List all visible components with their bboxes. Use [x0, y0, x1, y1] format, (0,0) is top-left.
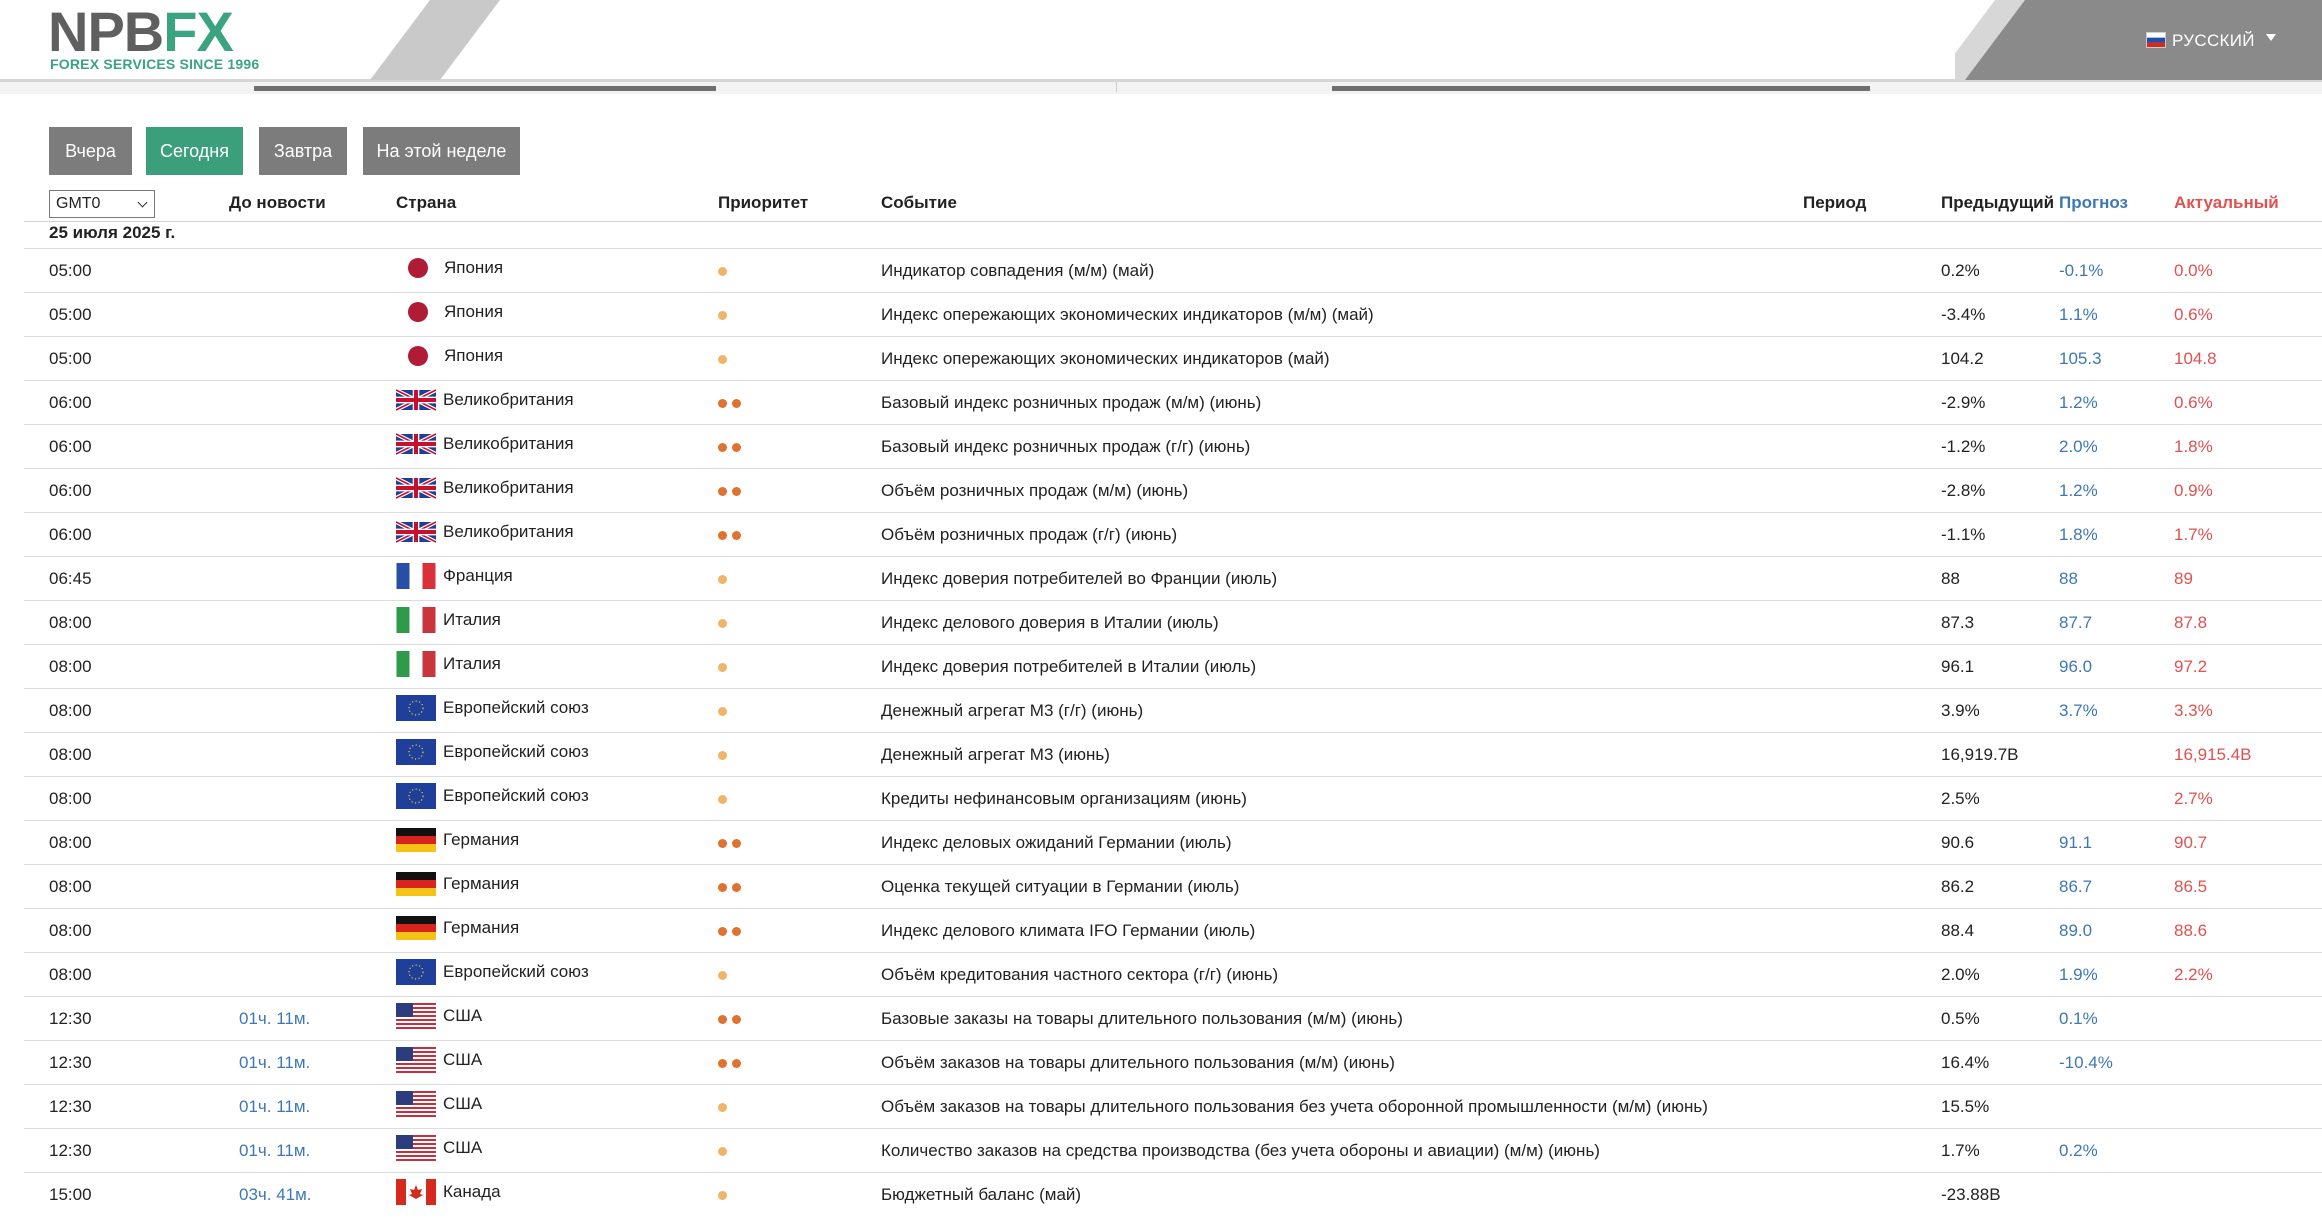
- priority-indicator: [718, 909, 746, 953]
- priority-dot-icon: [718, 311, 727, 320]
- previous-value: -1.1%: [1941, 525, 1986, 544]
- previous-value: 15.5%: [1941, 1097, 1990, 1116]
- country-cell: [396, 865, 519, 909]
- priority-indicator: [718, 601, 732, 645]
- country-cell: [396, 733, 589, 777]
- priority-dot-icon: [718, 971, 727, 980]
- event-name[interactable]: Базовые заказы на товары длительного пользования (м/м) (июнь): [881, 1009, 1403, 1028]
- priority-indicator: [718, 777, 732, 821]
- logo-main-text: NPB: [48, 0, 164, 63]
- country-cell: [396, 381, 574, 425]
- table-row[interactable]: [24, 512, 2322, 556]
- event-name[interactable]: Объём розничных продаж (г/г) (июнь): [881, 525, 1178, 544]
- chevron-down-icon: [138, 198, 148, 208]
- priority-dot-icon: [732, 399, 741, 408]
- country-name: Европейский союз: [443, 786, 589, 805]
- uk-flag-icon: [396, 519, 436, 545]
- event-name[interactable]: Базовый индекс розничных продаж (г/г) (июнь): [881, 437, 1251, 456]
- country-name: Великобритания: [443, 434, 574, 453]
- country-cell: [396, 425, 574, 469]
- event-name[interactable]: Денежный агрегат М3 (г/г) (июнь): [881, 701, 1144, 720]
- priority-dot-icon: [718, 1059, 727, 1068]
- country-name: Япония: [444, 302, 504, 321]
- priority-dot-icon: [732, 443, 741, 452]
- table-row[interactable]: [24, 1084, 2322, 1128]
- country-name: США: [443, 1094, 483, 1113]
- event-time: 15:00: [49, 1185, 92, 1204]
- forecast-value: 1.8%: [2059, 525, 2098, 544]
- forecast-value: 86.7: [2059, 877, 2093, 896]
- country-name: США: [443, 1050, 483, 1069]
- subnav-tab-indicator: [254, 86, 716, 91]
- priority-indicator: [718, 337, 732, 381]
- period-yesterday-button[interactable]: Вчера: [49, 127, 132, 175]
- table-row[interactable]: [24, 996, 2322, 1040]
- country-cell: [396, 821, 519, 865]
- time-until-event: 01ч. 11м.: [239, 1097, 311, 1116]
- japan-flag-icon: [408, 258, 428, 278]
- event-name[interactable]: Объём заказов на товары длительного пользования (м/м) (июнь): [881, 1053, 1395, 1072]
- event-name[interactable]: Индекс доверия потребителей в Италии (июль): [881, 657, 1257, 676]
- priority-dot-icon: [732, 1059, 741, 1068]
- actual-value: 89: [2174, 569, 2193, 588]
- event-name[interactable]: Индекс опережающих экономических индикаторов (май): [881, 349, 1330, 368]
- eu-flag-icon: [396, 783, 436, 809]
- forecast-value: 2.0%: [2059, 437, 2098, 456]
- priority-dot-icon: [718, 663, 727, 672]
- france-flag-icon: [396, 563, 436, 589]
- germany-flag-icon: [396, 871, 436, 897]
- previous-value: 90.6: [1941, 833, 1975, 852]
- forecast-value: 1.2%: [2059, 393, 2098, 412]
- column-header-period: Период: [1803, 193, 1867, 212]
- priority-dot-icon: [718, 795, 727, 804]
- actual-value: 2.7%: [2174, 789, 2213, 808]
- country-cell: [396, 953, 589, 997]
- previous-value: 87.3: [1941, 613, 1975, 632]
- priority-indicator: [718, 997, 746, 1041]
- priority-indicator: [718, 425, 746, 469]
- event-name[interactable]: Объём кредитования частного сектора (г/г) (июнь): [881, 965, 1279, 984]
- forecast-value: -10.4%: [2059, 1053, 2113, 1072]
- priority-indicator: [718, 1041, 746, 1085]
- priority-indicator: [718, 557, 732, 601]
- table-row[interactable]: [24, 732, 2322, 776]
- event-time: 06:45: [49, 569, 92, 588]
- actual-value: 3.3%: [2174, 701, 2213, 720]
- forecast-value: -0.1%: [2059, 261, 2104, 280]
- country-name: Германия: [443, 918, 520, 937]
- event-name[interactable]: Оценка текущей ситуации в Германии (июль): [881, 877, 1240, 896]
- previous-value: 96.1: [1941, 657, 1975, 676]
- usa-flag-icon: [396, 1135, 436, 1161]
- priority-indicator: [718, 645, 732, 689]
- table-row[interactable]: [24, 688, 2322, 732]
- event-time: 06:00: [49, 393, 92, 412]
- event-name[interactable]: Базовый индекс розничных продаж (м/м) (июнь): [881, 393, 1262, 412]
- country-name: Великобритания: [443, 390, 574, 409]
- priority-dot-icon: [718, 443, 727, 452]
- priority-indicator: [718, 1085, 732, 1129]
- event-time: 05:00: [49, 305, 92, 324]
- previous-value: -2.9%: [1941, 393, 1986, 412]
- country-name: Европейский союз: [443, 962, 589, 981]
- priority-dot-icon: [732, 927, 741, 936]
- event-time: 08:00: [49, 701, 92, 720]
- table-row[interactable]: [24, 468, 2322, 512]
- eu-flag-icon: [396, 959, 436, 985]
- event-time: 08:00: [49, 965, 92, 984]
- priority-dot-icon: [732, 883, 741, 892]
- table-row[interactable]: [24, 644, 2322, 688]
- country-cell: [396, 469, 574, 513]
- table-row[interactable]: [24, 1040, 2322, 1084]
- priority-indicator: [718, 469, 746, 513]
- forecast-value: 88: [2059, 569, 2078, 588]
- subnav-divider: [1116, 82, 1117, 92]
- event-time: 12:30: [49, 1053, 92, 1072]
- priority-dot-icon: [718, 1015, 727, 1024]
- japan-flag-icon: [408, 302, 428, 322]
- previous-value: -2.8%: [1941, 481, 1986, 500]
- event-time: 08:00: [49, 921, 92, 940]
- table-row[interactable]: [24, 336, 2322, 380]
- forecast-value: 1.2%: [2059, 481, 2098, 500]
- priority-indicator: [718, 733, 732, 777]
- germany-flag-icon: [396, 915, 436, 941]
- eu-flag-icon: [396, 695, 436, 721]
- header-divider: [24, 221, 2322, 222]
- previous-value: 2.5%: [1941, 789, 1980, 808]
- priority-dot-icon: [718, 1191, 727, 1200]
- priority-dot-icon: [718, 355, 727, 364]
- country-cell: [396, 557, 513, 601]
- country-cell: [396, 337, 503, 381]
- table-row[interactable]: [24, 600, 2322, 644]
- date-group-label: 25 июля 2025 г.: [49, 223, 176, 242]
- country-name: Италия: [443, 610, 501, 629]
- country-cell: [396, 513, 574, 557]
- event-name[interactable]: Денежный агрегат М3 (июнь): [881, 745, 1110, 764]
- priority-dot-icon: [732, 487, 741, 496]
- event-time: 08:00: [49, 877, 92, 896]
- event-time: 08:00: [49, 833, 92, 852]
- event-name[interactable]: Кредиты нефинансовым организациям (июнь): [881, 789, 1247, 808]
- table-row[interactable]: [24, 248, 2322, 292]
- forecast-value: 0.2%: [2059, 1141, 2098, 1160]
- country-cell: [396, 1085, 482, 1129]
- priority-dot-icon: [718, 399, 727, 408]
- actual-value: 2.2%: [2174, 965, 2213, 984]
- country-cell: [396, 777, 589, 821]
- event-time: 08:00: [49, 657, 92, 676]
- event-name[interactable]: Индикатор совпадения (м/м) (май): [881, 261, 1155, 280]
- actual-value: 1.8%: [2174, 437, 2213, 456]
- chevron-down-icon[interactable]: [2266, 34, 2276, 41]
- column-header-event: Событие: [881, 193, 957, 212]
- table-row[interactable]: [24, 292, 2322, 336]
- previous-value: 88.4: [1941, 921, 1975, 940]
- uk-flag-icon: [396, 431, 436, 457]
- event-time: 06:00: [49, 481, 92, 500]
- uk-flag-icon: [396, 475, 436, 501]
- column-header-previous: Предыдущий: [1941, 193, 2055, 212]
- event-name[interactable]: Бюджетный баланс (май): [881, 1185, 1082, 1204]
- actual-value: 0.6%: [2174, 305, 2213, 324]
- event-time: 12:30: [49, 1097, 92, 1116]
- country-name: Германия: [443, 874, 520, 893]
- event-name[interactable]: Индекс делового доверия в Италии (июль): [881, 613, 1219, 632]
- column-header-priority: Приоритет: [718, 193, 809, 212]
- actual-value: 0.0%: [2174, 261, 2213, 280]
- forecast-value: 1.9%: [2059, 965, 2098, 984]
- event-name[interactable]: Индекс опережающих экономических индикаторов (м/м) (май): [881, 305, 1374, 324]
- time-until-event: 03ч. 41м.: [239, 1185, 312, 1204]
- table-row[interactable]: [24, 952, 2322, 996]
- previous-value: -1.2%: [1941, 437, 1986, 456]
- timezone-select[interactable]: [49, 190, 155, 218]
- previous-value: 0.5%: [1941, 1009, 1980, 1028]
- priority-dot-icon: [718, 267, 727, 276]
- japan-flag-icon: [408, 346, 428, 366]
- event-name[interactable]: Объём розничных продаж (м/м) (июнь): [881, 481, 1189, 500]
- subnav-tab-indicator: [1332, 86, 1870, 91]
- previous-value: 16,919.7B: [1941, 745, 2019, 764]
- actual-value: 0.9%: [2174, 481, 2213, 500]
- priority-indicator: [718, 821, 746, 865]
- event-name[interactable]: Количество заказов на средства производства (без учета обороны и авиации) (м/м) (июнь): [881, 1141, 1600, 1160]
- previous-value: 0.2%: [1941, 261, 1980, 280]
- event-time: 06:00: [49, 437, 92, 456]
- table-row[interactable]: [24, 1172, 2322, 1216]
- forecast-value: 89.0: [2059, 921, 2093, 940]
- country-name: Япония: [444, 346, 504, 365]
- event-time: 12:30: [49, 1141, 92, 1160]
- column-header-actual: Актуальный: [2174, 193, 2279, 212]
- event-time: 05:00: [49, 261, 92, 280]
- header-decor-stripes: [370, 0, 510, 80]
- event-time: 08:00: [49, 789, 92, 808]
- priority-indicator: [718, 689, 732, 733]
- italy-flag-icon: [396, 607, 436, 633]
- priority-dot-icon: [718, 839, 727, 848]
- priority-indicator: [718, 1129, 732, 1173]
- priority-dot-icon: [718, 487, 727, 496]
- country-cell: [396, 645, 501, 689]
- usa-flag-icon: [396, 1047, 436, 1073]
- actual-value: 90.7: [2174, 833, 2208, 852]
- period-today-button[interactable]: Сегодня: [146, 127, 243, 175]
- country-name: Великобритания: [443, 478, 574, 497]
- country-cell: [396, 1173, 501, 1217]
- column-header-until: До новости: [229, 193, 326, 212]
- country-name: Италия: [443, 654, 501, 673]
- table-row[interactable]: [24, 864, 2322, 908]
- priority-dot-icon: [732, 839, 741, 848]
- country-cell: [396, 1129, 482, 1173]
- previous-value: 88: [1941, 569, 1960, 588]
- priority-dot-icon: [732, 1015, 741, 1024]
- forecast-value: 1.1%: [2059, 305, 2098, 324]
- canada-flag-icon: [396, 1179, 436, 1205]
- timezone-value: GMT0: [56, 195, 101, 212]
- previous-value: -3.4%: [1941, 305, 1986, 324]
- priority-dot-icon: [718, 751, 727, 760]
- time-until-event: 01ч. 11м.: [239, 1009, 311, 1028]
- country-name: Европейский союз: [443, 742, 589, 761]
- forecast-value: 0.1%: [2059, 1009, 2098, 1028]
- forecast-value: 96.0: [2059, 657, 2093, 676]
- country-cell: [396, 689, 589, 733]
- previous-value: 104.2: [1941, 349, 1984, 368]
- country-name: Канада: [443, 1182, 501, 1201]
- event-time: 08:00: [49, 745, 92, 764]
- forecast-value: 87.7: [2059, 613, 2093, 632]
- country-name: Франция: [443, 566, 513, 585]
- actual-value: 97.2: [2174, 657, 2208, 676]
- priority-dot-icon: [732, 531, 741, 540]
- russia-flag-icon: [2146, 32, 2166, 48]
- priority-dot-icon: [718, 531, 727, 540]
- forecast-value: 105.3: [2059, 349, 2102, 368]
- event-time: 08:00: [49, 613, 92, 632]
- uk-flag-icon: [396, 387, 436, 413]
- eu-flag-icon: [396, 739, 436, 765]
- priority-dot-icon: [718, 619, 727, 628]
- priority-dot-icon: [718, 883, 727, 892]
- usa-flag-icon: [396, 1003, 436, 1029]
- priority-indicator: [718, 293, 732, 337]
- forecast-value: 3.7%: [2059, 701, 2098, 720]
- italy-flag-icon: [396, 651, 436, 677]
- actual-value: 1.7%: [2174, 525, 2213, 544]
- period-this-week-button[interactable]: На этой неделе: [363, 127, 520, 175]
- previous-value: 1.7%: [1941, 1141, 1980, 1160]
- event-name[interactable]: Объём заказов на товары длительного пользования без учета оборонной промышленности (м/м) (июнь): [881, 1097, 1708, 1116]
- column-header-country: Страна: [396, 193, 457, 212]
- country-name: Великобритания: [443, 522, 574, 541]
- country-name: США: [443, 1006, 483, 1025]
- country-cell: [396, 293, 503, 337]
- table-row[interactable]: [24, 1128, 2322, 1172]
- country-cell: [396, 249, 503, 293]
- country-cell: [396, 997, 482, 1041]
- actual-value: 104.8: [2174, 349, 2217, 368]
- actual-value: 86.5: [2174, 877, 2208, 896]
- country-cell: [396, 909, 519, 953]
- logo-fx-text: FX: [163, 0, 233, 63]
- priority-dot-icon: [718, 707, 727, 716]
- event-name[interactable]: Индекс доверия потребителей во Франции (июль): [881, 569, 1278, 588]
- table-row[interactable]: [24, 776, 2322, 820]
- country-name: США: [443, 1138, 483, 1157]
- event-time: 06:00: [49, 525, 92, 544]
- previous-value: 3.9%: [1941, 701, 1980, 720]
- priority-indicator: [718, 381, 746, 425]
- site-header: [0, 0, 2322, 82]
- event-time: 12:30: [49, 1009, 92, 1028]
- previous-value: 86.2: [1941, 877, 1975, 896]
- previous-value: 16.4%: [1941, 1053, 1990, 1072]
- country-name: Германия: [443, 830, 520, 849]
- table-row[interactable]: [24, 556, 2322, 600]
- table-row[interactable]: [24, 424, 2322, 468]
- table-row[interactable]: [24, 820, 2322, 864]
- priority-indicator: [718, 249, 732, 293]
- usa-flag-icon: [396, 1091, 436, 1117]
- priority-indicator: [718, 865, 746, 909]
- actual-value: 16,915.4B: [2174, 745, 2252, 764]
- priority-dot-icon: [718, 1147, 727, 1156]
- time-until-event: 01ч. 11м.: [239, 1141, 311, 1160]
- previous-value: -23.88B: [1941, 1185, 2001, 1204]
- event-name[interactable]: Индекс деловых ожиданий Германии (июль): [881, 833, 1232, 852]
- priority-indicator: [718, 513, 746, 557]
- country-name: Европейский союз: [443, 698, 589, 717]
- priority-dot-icon: [718, 1103, 727, 1112]
- event-time: 05:00: [49, 349, 92, 368]
- priority-dot-icon: [718, 927, 727, 936]
- previous-value: 2.0%: [1941, 965, 1980, 984]
- country-cell: [396, 1041, 482, 1085]
- forecast-value: 91.1: [2059, 833, 2093, 852]
- language-selector[interactable]: РУССКИЙ: [2172, 31, 2255, 50]
- time-until-event: 01ч. 11м.: [239, 1053, 311, 1072]
- npbfx-logo[interactable]: [48, 0, 260, 72]
- country-cell: [396, 601, 501, 645]
- priority-dot-icon: [718, 575, 727, 584]
- period-tomorrow-button[interactable]: Завтра: [259, 127, 347, 175]
- column-header-forecast: Прогноз: [2059, 193, 2128, 212]
- priority-indicator: [718, 1173, 732, 1217]
- actual-value: 0.6%: [2174, 393, 2213, 412]
- event-name[interactable]: Индекс делового климата IFO Германии (июль): [881, 921, 1256, 940]
- country-name: Япония: [444, 258, 504, 277]
- germany-flag-icon: [396, 827, 436, 853]
- table-row[interactable]: [24, 380, 2322, 424]
- actual-value: 88.6: [2174, 921, 2208, 940]
- table-row[interactable]: [24, 908, 2322, 952]
- logo-tagline: FOREX SERVICES SINCE 1996: [50, 56, 260, 72]
- actual-value: 87.8: [2174, 613, 2208, 632]
- priority-indicator: [718, 953, 732, 997]
